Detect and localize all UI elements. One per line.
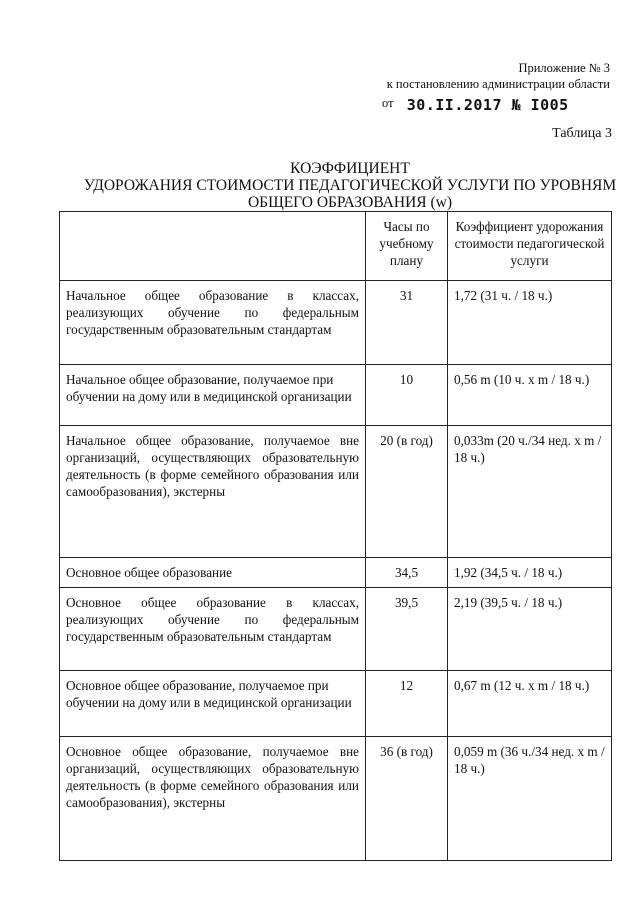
header-level	[60, 212, 366, 281]
appendix-line-1: Приложение № 3	[518, 61, 610, 75]
cell-level: Начальное общее образование в классах, реализующих обучение по федеральным государственным образовательным стандартам	[60, 281, 366, 365]
table-row	[60, 671, 612, 737]
cell-hours: 20 (в год)	[366, 426, 448, 558]
table-row	[60, 426, 612, 558]
cell-level: Основное общее образование, получаемое при обучении на дому или в медицинской организации	[60, 671, 366, 737]
table-row	[60, 588, 612, 671]
cell-coefficient: 0,56 m (10 ч. x m / 18 ч.)	[448, 365, 612, 426]
table-row	[60, 365, 612, 426]
cell-hours: 12	[366, 671, 448, 737]
cell-coefficient: 1,72 (31 ч. / 18 ч.)	[448, 281, 612, 365]
cell-coefficient: 0,059 m (36 ч./34 нед. x m / 18 ч.)	[448, 737, 612, 861]
table-row	[60, 281, 612, 365]
table-row	[60, 737, 612, 861]
cell-coefficient: 0,67 m (12 ч. x m / 18 ч.)	[448, 671, 612, 737]
cell-level: Основное общее образование в классах, реализующих обучение по федеральным государственным образовательным стандартам	[60, 588, 366, 671]
cell-level: Начальное общее образование, получаемое при обучении на дому или в медицинской организации	[60, 365, 366, 426]
cell-coefficient: 2,19 (39,5 ч. / 18 ч.)	[448, 588, 612, 671]
cell-level: Основное общее образование, получаемое вне организаций, осуществляющих образовательную деятельность (в форме семейного образования или самообразования), экстерны	[60, 737, 366, 861]
table-row	[60, 558, 612, 588]
cell-hours: 34,5	[366, 558, 448, 588]
date-stamp: 30.II.2017 № I005	[406, 96, 569, 114]
header-hours: Часы по учебному плану	[366, 212, 448, 281]
table-number: Таблица 3	[552, 126, 612, 141]
title-line-1: КОЭФФИЦИЕНТ	[290, 160, 410, 177]
cell-coefficient: 0,033m (20 ч./34 нед. x m / 18 ч.)	[448, 426, 612, 558]
cell-level: Начальное общее образование, получаемое вне организаций, осуществляющих образовательную деятельность (в форме семейного образования или самообразования), экстерны	[60, 426, 366, 558]
cell-hours: 39,5	[366, 588, 448, 671]
table-header-row	[60, 212, 612, 281]
coefficient-table	[59, 211, 612, 861]
cell-hours: 10	[366, 365, 448, 426]
title-line-2: УДОРОЖАНИЯ СТОИМОСТИ ПЕДАГОГИЧЕСКОЙ УСЛУГИ ПО УРОВНЯМ	[83, 177, 617, 194]
title-line-3: ОБЩЕГО ОБРАЗОВАНИЯ (w)	[247, 194, 452, 211]
from-label: от	[382, 96, 394, 110]
cell-level: Основное общее образование	[60, 558, 366, 588]
appendix-date	[382, 93, 569, 114]
cell-coefficient: 1,92 (34,5 ч. / 18 ч.)	[448, 558, 612, 588]
cell-hours: 36 (в год)	[366, 737, 448, 861]
cell-hours: 31	[366, 281, 448, 365]
appendix-line-2: к постановлению администрации области	[386, 77, 610, 91]
header-coefficient: Коэффициент удорожания стоимости педагогической услуги	[448, 212, 612, 281]
